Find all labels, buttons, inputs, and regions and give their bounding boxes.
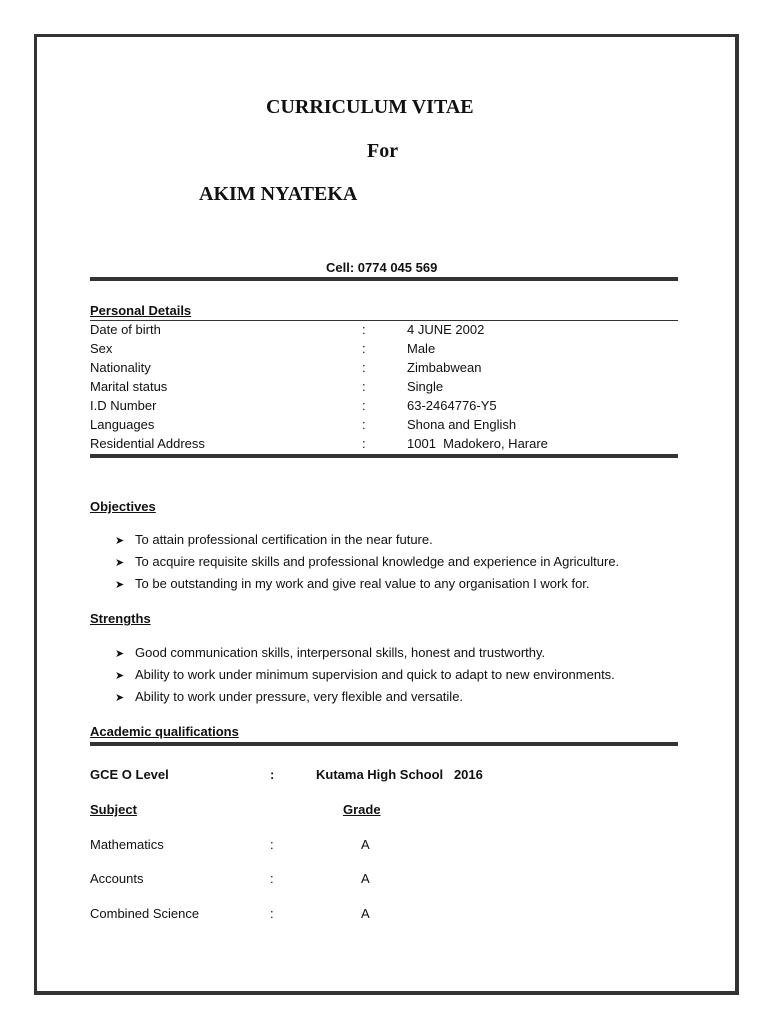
personal-detail-separator: : [362, 436, 366, 451]
subject-grade: A [361, 871, 370, 886]
objectives-item [115, 554, 619, 569]
grade-column-header: Grade [343, 802, 381, 817]
personal-detail-row [90, 436, 678, 455]
personal-detail-value: 1001 Madokero, Harare [407, 436, 548, 451]
subject-separator: : [270, 871, 274, 886]
cv-name: AKIM NYATEKA [199, 183, 358, 205]
subject-row [90, 871, 490, 890]
cell-number: Cell: 0774 045 569 [326, 260, 438, 275]
objectives-item-text: To attain professional certification in the near future. [135, 532, 433, 547]
personal-details-heading: Personal Details [90, 303, 192, 318]
personal-detail-value: 4 JUNE 2002 [407, 322, 485, 337]
qualification-level: GCE O Level [90, 767, 169, 782]
personal-detail-label: Date of birth [90, 322, 161, 337]
personal-detail-separator: : [362, 398, 366, 413]
qualification-school: Kutama High School 2016 [316, 767, 483, 782]
qualification-separator: : [270, 767, 275, 782]
subject-grade: A [361, 837, 370, 852]
personal-detail-row [90, 417, 678, 436]
subject-row [90, 906, 490, 925]
personal-detail-label: Residential Address [90, 436, 205, 451]
personal-detail-value: Single [407, 379, 444, 394]
personal-detail-value: Male [407, 341, 436, 356]
arrow-bullet-icon: ➤ [115, 579, 125, 591]
strengths-item-text: Ability to work under minimum supervision and quick to adapt to new environments. [135, 667, 615, 682]
header-divider [90, 277, 678, 281]
subject-column-header: Subject [90, 802, 137, 817]
personal-detail-separator: : [362, 417, 366, 432]
subject-separator: : [270, 837, 274, 852]
cv-for-label: For [367, 140, 399, 162]
strengths-item [115, 689, 463, 704]
personal-details-rule [90, 320, 678, 321]
subject-name: Accounts [90, 871, 144, 886]
arrow-bullet-icon: ➤ [115, 670, 125, 682]
subject-separator: : [270, 906, 274, 921]
objectives-item-text: To acquire requisite skills and professional knowledge and experience in Agriculture. [135, 554, 620, 569]
academic-heading: Academic qualifications [90, 724, 239, 739]
arrow-bullet-icon: ➤ [115, 535, 125, 547]
personal-detail-label: Sex [90, 341, 113, 356]
personal-detail-separator: : [362, 379, 366, 394]
personal-detail-value: Shona and English [407, 417, 517, 432]
objectives-heading: Objectives [90, 499, 156, 514]
personal-detail-row [90, 379, 678, 398]
academic-divider [90, 742, 678, 746]
personal-detail-value: Zimbabwean [407, 360, 482, 375]
subject-name: Combined Science [90, 906, 200, 921]
personal-detail-label: Marital status [90, 379, 168, 394]
arrow-bullet-icon: ➤ [115, 692, 125, 704]
cv-title: CURRICULUM VITAE [266, 96, 474, 118]
personal-detail-value: 63-2464776-Y5 [407, 398, 497, 413]
personal-detail-label: I.D Number [90, 398, 157, 413]
objectives-item [115, 576, 590, 591]
arrow-bullet-icon: ➤ [115, 648, 125, 660]
personal-detail-row [90, 322, 678, 341]
subject-row [90, 837, 490, 856]
strengths-item [115, 645, 545, 660]
personal-detail-label: Languages [90, 417, 155, 432]
subject-grade: A [361, 906, 370, 921]
personal-details-divider [90, 454, 678, 458]
arrow-bullet-icon: ➤ [115, 557, 125, 569]
personal-detail-separator: : [362, 341, 366, 356]
strengths-item [115, 667, 615, 682]
objectives-item [115, 532, 433, 547]
strengths-item-text: Good communication skills, interpersonal skills, honest and trustworthy. [135, 645, 546, 660]
personal-detail-separator: : [362, 322, 366, 337]
personal-detail-row [90, 360, 678, 379]
strengths-heading: Strengths [90, 611, 151, 626]
strengths-item-text: Ability to work under pressure, very flexible and versatile. [135, 689, 464, 704]
objectives-item-text: To be outstanding in my work and give real value to any organisation I work for. [135, 576, 590, 591]
personal-detail-separator: : [362, 360, 366, 375]
personal-detail-row [90, 398, 678, 417]
subject-name: Mathematics [90, 837, 164, 852]
personal-detail-label: Nationality [90, 360, 151, 375]
personal-detail-row [90, 341, 678, 360]
